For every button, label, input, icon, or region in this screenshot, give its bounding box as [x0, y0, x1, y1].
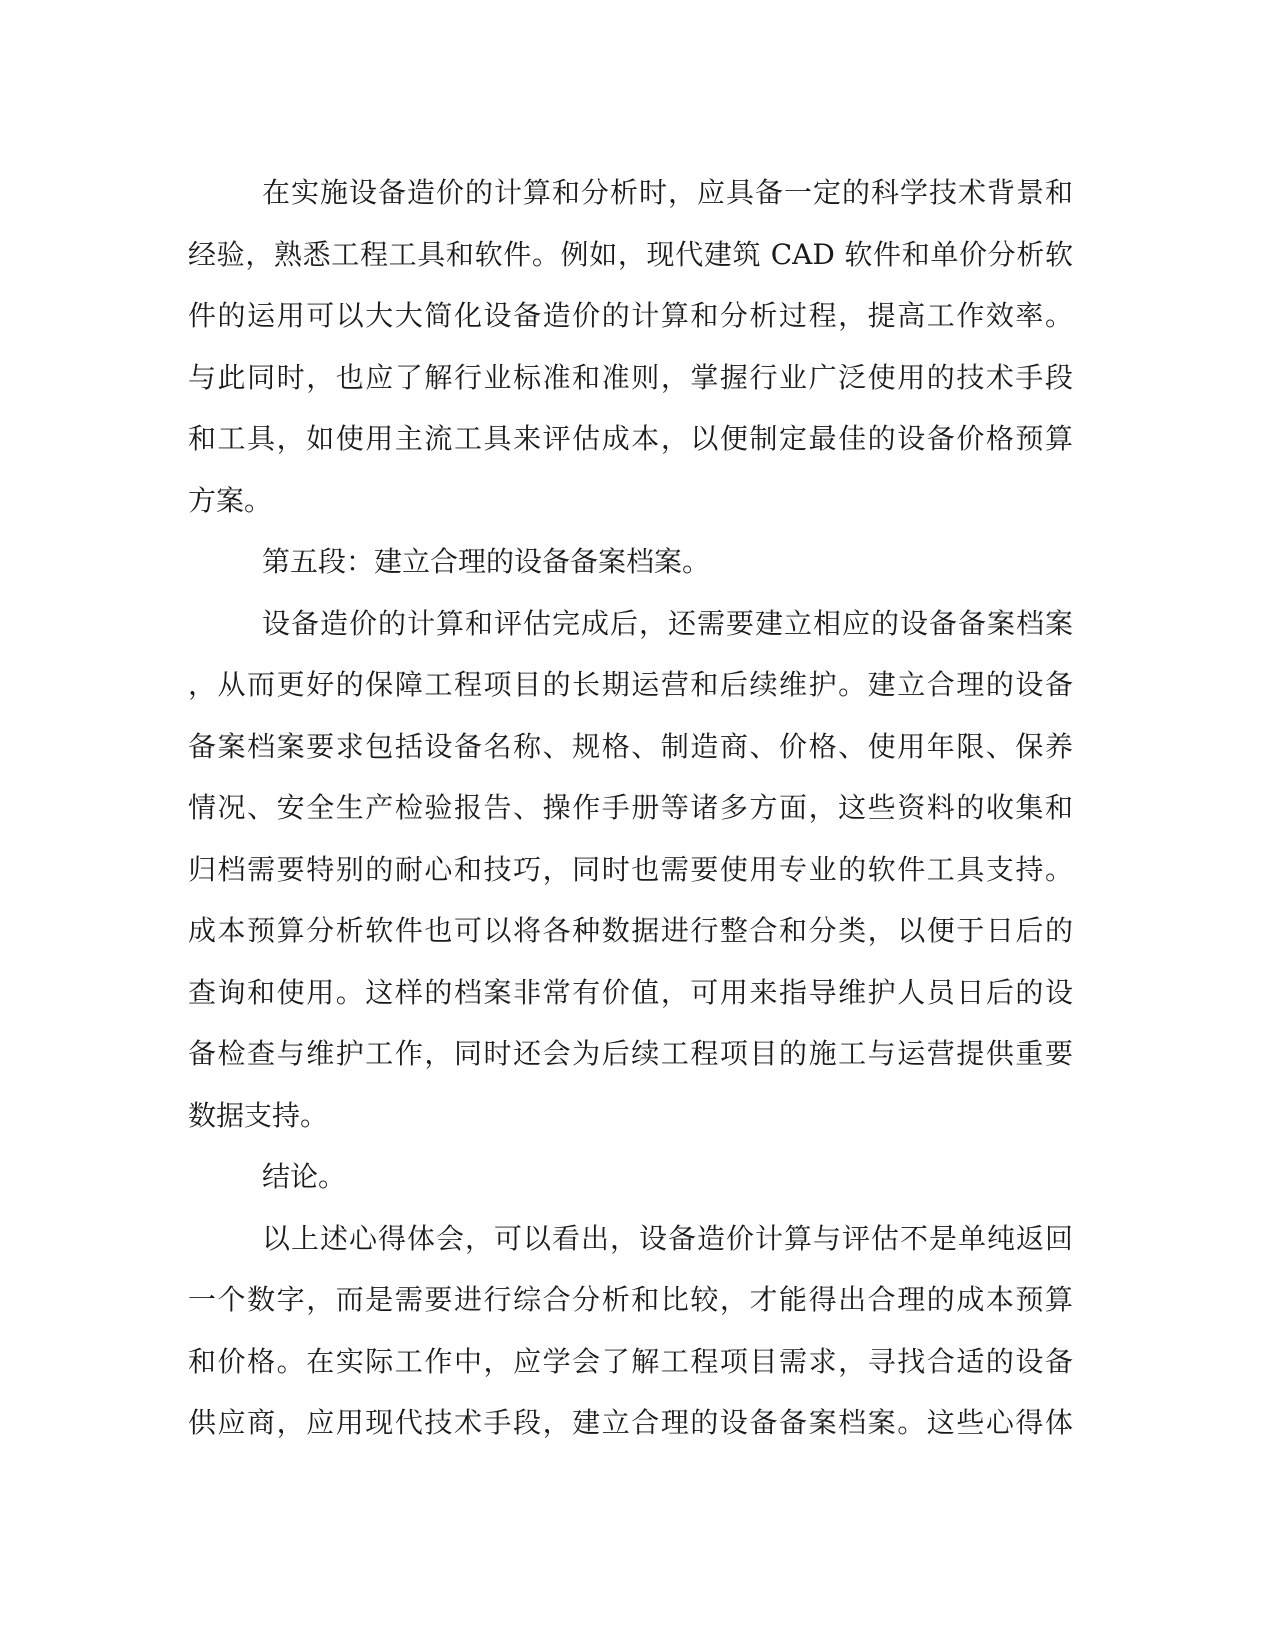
- body-text: [188, 162, 1073, 1454]
- text-line: 在实施设备造价的计算和分析时，应具备一定的科学技术背景和: [262, 176, 1073, 209]
- text-line: 查询和使用。这样的档案非常有价值，可用来指导维护人员日后的设: [188, 975, 1073, 1009]
- text-line: 归档需要特别的耐心和技巧，同时也需要使用专业的软件工具支持。: [188, 852, 1073, 886]
- text-line: 设备造价的计算和评估完成后，还需要建立相应的设备备案档案: [262, 606, 1073, 640]
- text-line: 以上述心得体会，可以看出，设备造价计算与评估不是单纯返回: [262, 1221, 1073, 1255]
- text-line: 和工具，如使用主流工具来评估成本，以便制定最佳的设备价格预算: [188, 422, 1073, 455]
- text-line: ，从而更好的保障工程项目的长期运营和后续维护。建立合理的设备: [188, 668, 1073, 701]
- text-line: 数据支持。: [188, 1098, 329, 1132]
- section-heading: 结论。: [262, 1160, 347, 1193]
- text-line: 情况、安全生产检验报告、操作手册等诸多方面，这些资料的收集和: [188, 791, 1073, 824]
- section-heading: 第五段：建立合理的设备备案档案。: [262, 545, 711, 578]
- text-line: 和价格。在实际工作中，应学会了解工程项目需求，寻找合适的设备: [188, 1344, 1073, 1378]
- text-line: 经验，熟悉工程工具和软件。例如，现代建筑 CAD 软件和单价分析软: [188, 237, 1073, 271]
- text-line: 件的运用可以大大简化设备造价的计算和分析过程，提高工作效率。: [188, 299, 1073, 332]
- text-line: 供应商，应用现代技术手段，建立合理的设备备案档案。这些心得体: [188, 1406, 1073, 1439]
- text-line: 备案档案要求包括设备名称、规格、制造商、价格、使用年限、保养: [188, 729, 1073, 763]
- text-line: 方案。: [188, 483, 273, 517]
- text-line: 与此同时，也应了解行业标准和准则，掌握行业广泛使用的技术手段: [188, 360, 1073, 394]
- text-line: 成本预算分析软件也可以将各种数据进行整合和分类，以便于日后的: [188, 914, 1073, 947]
- text-line: 一个数字，而是需要进行综合分析和比较，才能得出合理的成本预算: [188, 1283, 1073, 1316]
- text-line: 备检查与维护工作，同时还会为后续工程项目的施工与运营提供重要: [188, 1037, 1073, 1070]
